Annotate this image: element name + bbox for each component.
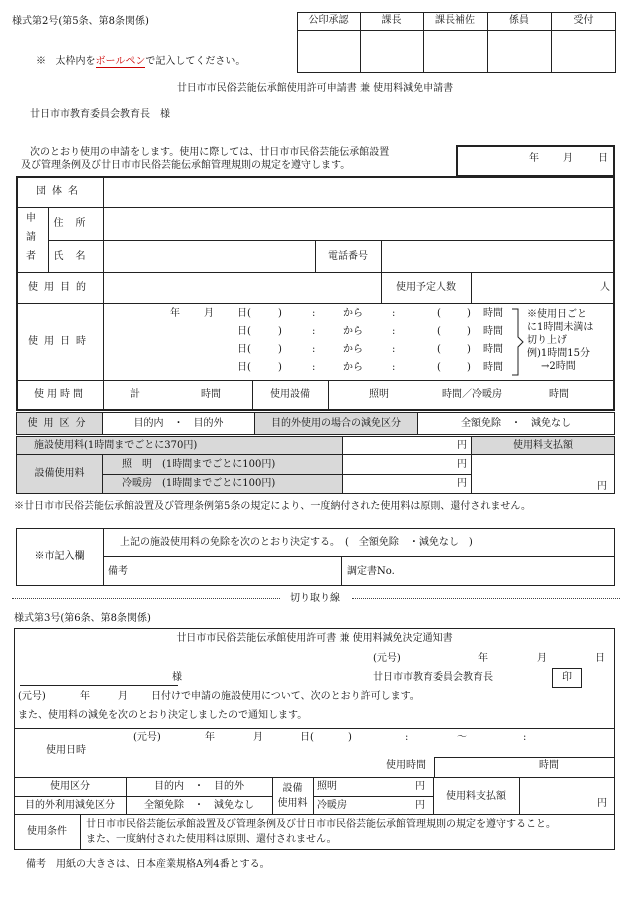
conditions-label: 使用条件 (27, 826, 67, 837)
recipient-honorific: 様 (172, 672, 182, 683)
yen-label: 円 (457, 478, 467, 489)
form3-dates-label: 使用日時 (46, 745, 86, 756)
exemption-options: 全額免除 ・ 減免なし (461, 418, 571, 429)
dt-colon: : (523, 732, 527, 743)
outside-purpose-label: 目的外使用の場合の減免区分 (271, 418, 401, 429)
seal-box: 印 (552, 668, 582, 688)
issuer-name: 廿日市市教育委員会教育長 (373, 672, 493, 683)
form3-outside-label: 目的外利用減免区分 (25, 800, 115, 811)
body-year: 年 (80, 691, 90, 702)
form3-hours-unit: 時間 (539, 760, 559, 771)
day-label: 日 (595, 653, 605, 664)
form3-hours-label: 使用時間 (386, 760, 426, 771)
name-field[interactable] (106, 243, 312, 270)
form3-lighting-label: 照明 (317, 781, 337, 792)
dt-gengo: (元号) (133, 732, 161, 743)
dt-close: ) (348, 732, 352, 743)
headcount-unit: 人 (600, 282, 610, 293)
dt-day: 日( (300, 732, 314, 743)
round-up-note: ※使用日ごと に1時間未満は 切り上げ 例)1時間15分 →2時間 (527, 309, 594, 372)
applicant-label: 者 (26, 251, 36, 262)
dt-year: 年 (205, 732, 215, 743)
yen-label: 円 (597, 798, 607, 809)
phone-label: 電話番号 (328, 251, 368, 262)
exemption-notice-text: また、使用料の減免を次のとおり決定しましたので通知します。 (18, 710, 308, 721)
page-title: 廿日市市民俗芸能伝承館使用許可申請書 兼 使用料減免申請書 (176, 83, 454, 94)
form3-category-label: 使用区分 (50, 781, 90, 792)
date-month-label: 月 (563, 153, 573, 164)
aircon-fee-label: 冷暖房 (1時間までごとに100円) (122, 478, 276, 489)
form3-equipment-label: 設備 (282, 783, 303, 794)
lighting-fee-field[interactable] (342, 454, 472, 475)
dates-month-label: 月 (204, 308, 214, 319)
cut-line-right (352, 598, 620, 599)
recipient-underline[interactable] (20, 685, 178, 686)
form3-category-options[interactable]: 目的内 ・ 目的外 (154, 781, 244, 792)
gengo-label: (元号) (373, 653, 401, 664)
yen-label: 円 (597, 481, 607, 492)
org-name-field[interactable] (106, 180, 611, 204)
intro-text: 次のとおり使用の申請をします。使用に際しては、廿日市市民俗芸能伝承館設置 (30, 147, 390, 158)
address-field[interactable] (106, 210, 611, 238)
conditions-text: また、一度納付された使用料は原則、還付されません。 (86, 834, 337, 845)
aircon-fee-field[interactable] (342, 474, 472, 494)
yen-label: 円 (457, 459, 467, 470)
payment-field[interactable] (471, 454, 615, 494)
purpose-label: 使用目的 (28, 282, 92, 293)
phone-field[interactable] (384, 243, 612, 270)
form3-equipment-fee-label: 使用料 (277, 798, 308, 809)
usage-dates-label: 使用日時 (28, 336, 92, 347)
approval-header: 公印承認 (308, 15, 349, 26)
form3-number: 様式第3号(第6条、第8条関係) (14, 613, 151, 624)
body-gengo: (元号) (18, 691, 46, 702)
equipment-label: 使用設備 (270, 389, 310, 400)
lighting-hours-unit: 時間／冷暖房 (442, 389, 502, 400)
form3-title: 廿日市市民俗芸能伝承館使用許可書 兼 使用料減免決定通知書 (176, 633, 453, 644)
form3-aircon-label: 冷暖房 (317, 800, 347, 811)
yen-label: 円 (415, 781, 425, 792)
total-hours-field[interactable] (145, 384, 199, 406)
lighting-label: 照明 (369, 389, 389, 400)
permit-text: 日付けで申請の施設使用について、次のとおり許可します。 (151, 691, 420, 702)
category-options: 目的内 ・ 目的外 (133, 418, 224, 429)
approval-header: 課長補佐 (435, 15, 475, 26)
cut-line-left (12, 598, 280, 599)
dt-month: 月 (253, 732, 263, 743)
address-label: 住所 (53, 218, 98, 229)
approval-header: 課長 (381, 15, 402, 26)
conditions-text: 廿日市市民俗芸能伝承館設置及び管理条例及び廿日市市民俗芸能伝承館管理規則の規定を遵守すること。 (86, 819, 556, 830)
category-label: 使用区分 (27, 418, 92, 429)
usage-hours-label: 使用時間 (34, 389, 86, 400)
form3-payment-label: 使用料支払額 (446, 791, 506, 802)
dt-colon: : (405, 732, 409, 743)
city-decision-text: 上記の施設使用料の免除を次のとおり決定する。 ( 全額免除 ・減免なし ) (120, 537, 473, 548)
city-use-label: ※市記入欄 (34, 551, 85, 562)
date-day-label: 日 (598, 153, 608, 164)
approval-header: 受付 (573, 15, 594, 26)
body-month: 月 (118, 691, 128, 702)
yen-label: 円 (457, 440, 467, 451)
month-label: 月 (537, 653, 547, 664)
instruction: ※ 太枠内をボールペンで記入してください。 (36, 56, 246, 67)
applicant-label: 請 (26, 232, 36, 243)
org-name-label: 団体名 (36, 186, 84, 197)
decision-number-label: 調定書No. (347, 566, 395, 577)
total-label: 計 (130, 389, 140, 400)
ballpoint-pen-emphasis: ボールペン (95, 56, 146, 67)
headcount-label: 使用予定人数 (396, 282, 456, 293)
name-label: 氏名 (53, 251, 98, 262)
facility-fee-label: 施設使用料(1時間までごとに370円) (34, 440, 198, 451)
date-year-label: 年 (529, 153, 539, 164)
dt-tilde: 〜 (457, 732, 467, 743)
form3-exemption-options[interactable]: 全額免除 ・ 減免なし (144, 800, 254, 811)
yen-label: 円 (415, 800, 425, 811)
facility-fee-field[interactable] (342, 436, 472, 455)
intro-text: 及び管理条例及び廿日市市民俗芸能伝承館管理規則の規定を遵守します。 (21, 160, 351, 171)
cut-line-label: 切り取り線 (290, 593, 340, 604)
aircon-hours-unit: 時間 (549, 389, 569, 400)
addressee: 廿日市市教育委員会教育長 様 (30, 109, 170, 120)
equipment-fee-label: 設備使用料 (34, 468, 85, 479)
year-label: 年 (478, 653, 488, 664)
applicant-label: 申 (26, 213, 36, 224)
refund-note: ※廿日市市民俗芸能伝承館設置及び管理条例第5条の規定により、一度納付された使用料は原則、還付されません。 (14, 501, 531, 512)
approval-header: 係員 (509, 15, 529, 26)
lighting-fee-label: 照 明 (1時間までごとに100円) (122, 459, 276, 470)
payment-label: 使用料支払額 (513, 440, 573, 451)
remarks-label: 備考 (108, 566, 128, 577)
form-number: 様式第2号(第5条、第8条関係) (12, 16, 149, 27)
purpose-field[interactable] (106, 275, 378, 301)
headcount-field[interactable] (474, 275, 596, 301)
dates-year-label: 年 (170, 308, 180, 319)
footnote: 備考 用紙の大きさは、日本産業規格A列4番とする。 (26, 859, 270, 870)
total-hours-unit: 時間 (201, 389, 221, 400)
bracket-icon (510, 307, 526, 377)
